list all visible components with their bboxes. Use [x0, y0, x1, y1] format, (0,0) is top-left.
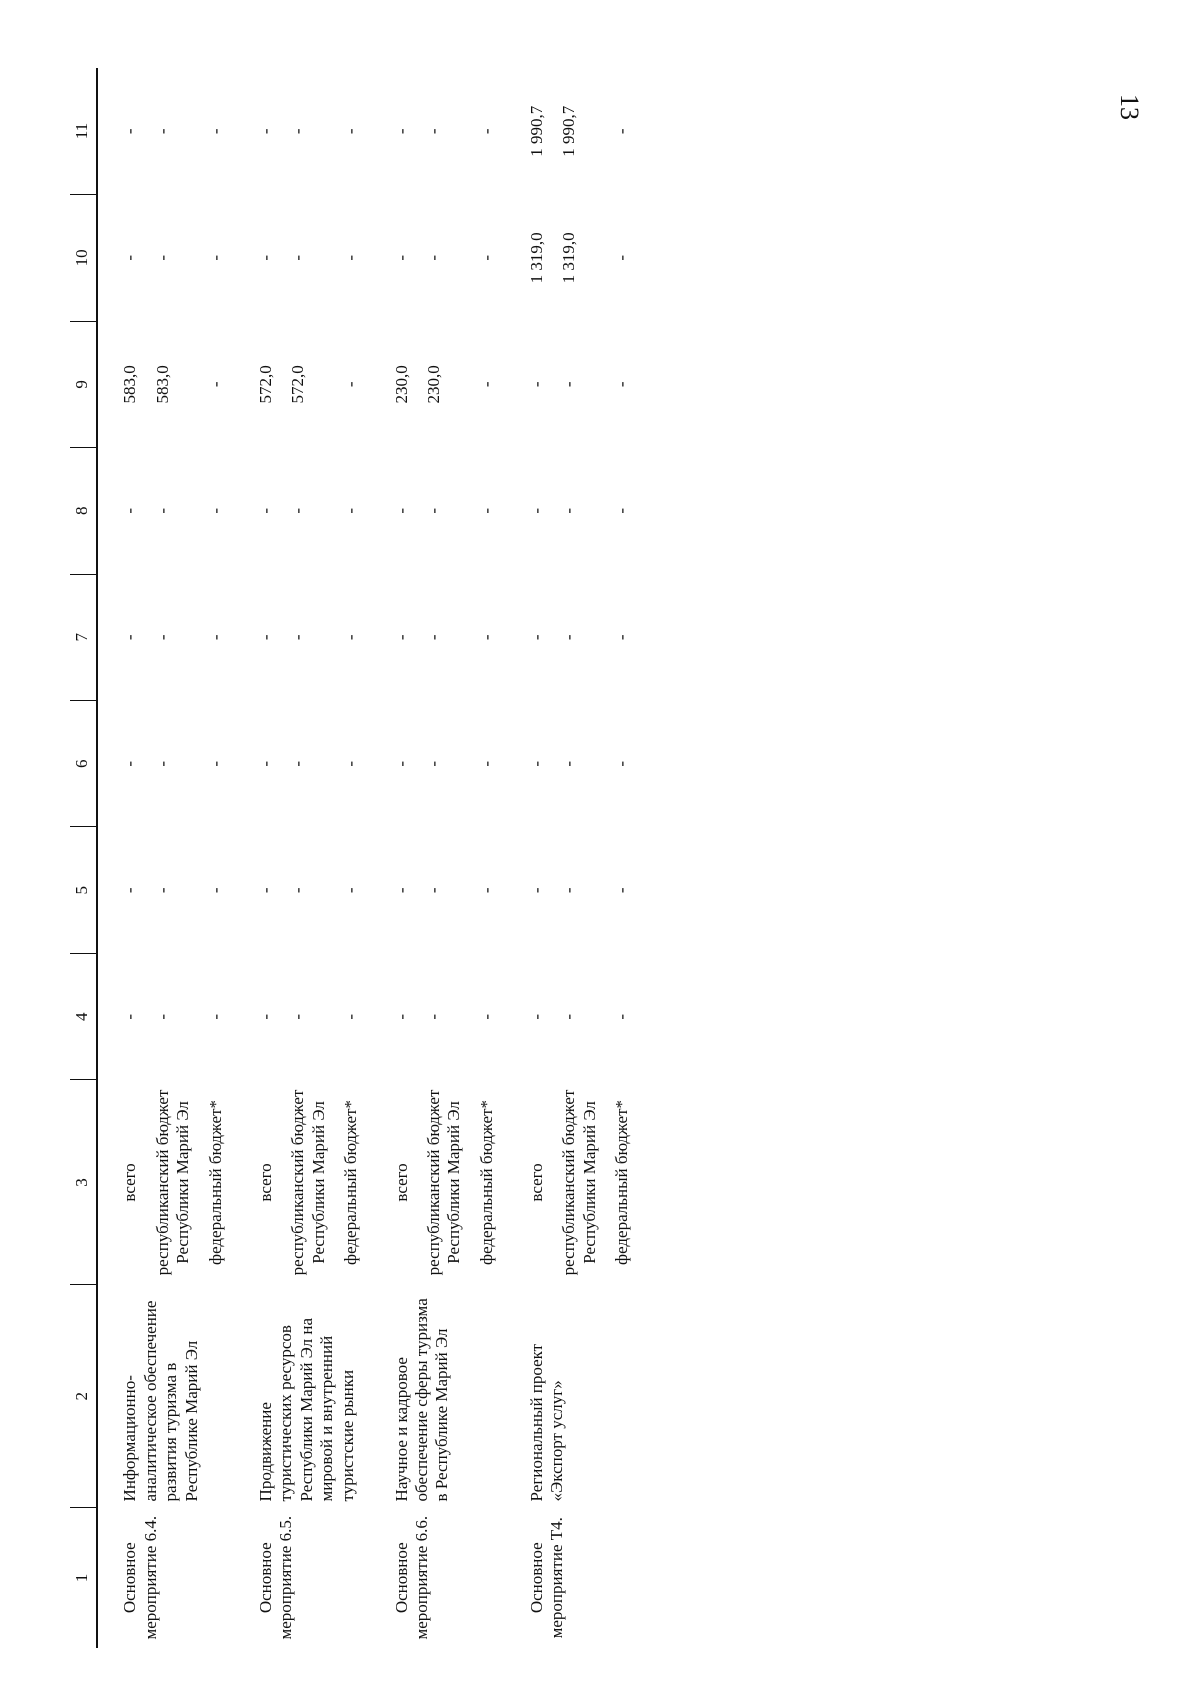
value-cell-col-11: -	[205, 128, 225, 135]
value-cell-col-9: 230,0	[423, 365, 443, 404]
value-cell-col-5: -	[341, 887, 361, 894]
value-cell-col-5: -	[527, 887, 547, 894]
value-cell-col-5: -	[288, 887, 308, 894]
value-cell-col-11: -	[423, 128, 443, 135]
funding-source-cell: республиканский бюджет Республики Марий Эл	[423, 1089, 464, 1276]
value-cell-col-8: -	[559, 507, 579, 514]
column-header-3: 3	[70, 1080, 97, 1285]
value-cell-col-11: -	[152, 128, 172, 135]
value-cell-col-4: -	[423, 1013, 443, 1020]
value-cell-col-8: -	[423, 507, 443, 514]
funding-source-cell: федеральный бюджет*	[612, 1099, 632, 1265]
value-cell-col-11: -	[341, 128, 361, 135]
value-cell-col-7: -	[527, 634, 547, 641]
funding-source-cell: всего	[391, 1163, 411, 1202]
value-cell-col-11: -	[255, 128, 275, 135]
value-cell-col-11: -	[120, 128, 140, 135]
value-cell-col-5: -	[559, 887, 579, 894]
value-cell-col-10: 1 319,0	[559, 232, 579, 284]
value-cell-col-8: -	[341, 507, 361, 514]
value-cell-col-10: -	[120, 254, 140, 261]
value-cell-col-6: -	[255, 760, 275, 767]
page-number: 13	[1115, 94, 1144, 120]
value-cell-col-8: -	[120, 507, 140, 514]
value-cell-col-6: -	[341, 760, 361, 767]
value-cell-col-7: -	[205, 634, 225, 641]
funding-source-cell: республиканский бюджет Республики Марий Эл	[559, 1089, 599, 1276]
value-cell-col-5: -	[391, 887, 411, 894]
event-name-cell: Региональный проект «Экспорт услуг»	[527, 1343, 567, 1502]
value-cell-col-8: -	[527, 507, 547, 514]
value-cell-col-5: -	[205, 887, 225, 894]
funding-source-cell: всего	[255, 1163, 275, 1202]
value-cell-col-6: -	[120, 760, 140, 767]
value-cell-col-10: -	[205, 254, 225, 261]
value-cell-col-6: -	[423, 760, 443, 767]
funding-source-cell: всего	[120, 1163, 140, 1202]
value-cell-col-11: 1 990,7	[527, 105, 547, 157]
value-cell-col-9: -	[559, 381, 579, 388]
value-cell-col-6: -	[288, 760, 308, 767]
value-cell-col-4: -	[391, 1013, 411, 1020]
value-cell-col-5: -	[255, 887, 275, 894]
value-cell-col-9: -	[205, 381, 225, 388]
value-cell-col-7: -	[288, 634, 308, 641]
event-name-cell: Продвижение туристических ресурсов Республики Марий Эл на мировой и внутренний туристские рынки	[255, 1317, 357, 1502]
value-cell-col-6: -	[476, 760, 496, 767]
value-cell-col-7: -	[120, 634, 140, 641]
value-cell-col-8: -	[205, 507, 225, 514]
value-cell-col-10: -	[255, 254, 275, 261]
funding-source-cell: республиканский бюджет Республики Марий Эл	[152, 1089, 193, 1276]
value-cell-col-7: -	[559, 634, 579, 641]
event-status-cell: Основное мероприятие Т4.	[527, 1517, 567, 1639]
value-cell-col-11: -	[391, 128, 411, 135]
value-cell-col-5: -	[120, 887, 140, 894]
value-cell-col-7: -	[476, 634, 496, 641]
value-cell-col-6: -	[559, 760, 579, 767]
value-cell-col-9: 572,0	[288, 365, 308, 404]
value-cell-col-4: -	[120, 1013, 140, 1020]
funding-table	[70, 68, 641, 1648]
value-cell-col-7: -	[255, 634, 275, 641]
value-cell-col-6: -	[391, 760, 411, 767]
event-status-cell: Основное мероприятие 6.5.	[255, 1515, 296, 1640]
column-header-2: 2	[70, 1285, 97, 1508]
value-cell-col-7: -	[423, 634, 443, 641]
value-cell-col-9: -	[612, 381, 632, 388]
value-cell-col-10: -	[152, 254, 172, 261]
funding-source-cell: всего	[527, 1163, 547, 1202]
value-cell-col-5: -	[476, 887, 496, 894]
event-name-cell: Научное и кадровое обеспечение сферы туризма в Республике Марий Эл	[391, 1298, 452, 1502]
event-status-cell: Основное мероприятие 6.4.	[120, 1515, 160, 1640]
value-cell-col-6: -	[205, 760, 225, 767]
value-cell-col-8: -	[476, 507, 496, 514]
table-row	[234, 68, 284, 1648]
value-cell-col-9: -	[341, 381, 361, 388]
funding-source-cell: республиканский бюджет Республики Марий Эл	[288, 1089, 328, 1276]
value-cell-col-4: -	[527, 1013, 547, 1020]
value-cell-col-4: -	[288, 1013, 308, 1020]
rotated-table-wrapper	[70, 68, 1090, 1648]
value-cell-col-4: -	[559, 1013, 579, 1020]
value-cell-col-7: -	[341, 634, 361, 641]
column-header-7: 7	[70, 574, 97, 700]
value-cell-col-4: -	[341, 1013, 361, 1020]
value-cell-col-4: -	[476, 1013, 496, 1020]
value-cell-col-11: -	[612, 128, 632, 135]
table-header	[70, 68, 97, 1648]
value-cell-col-4: -	[205, 1013, 225, 1020]
value-cell-col-4: -	[152, 1013, 172, 1020]
column-header-1: 1	[70, 1507, 97, 1648]
table-body	[97, 68, 640, 1648]
value-cell-col-6: -	[612, 760, 632, 767]
value-cell-col-8: -	[391, 507, 411, 514]
value-cell-col-7: -	[391, 634, 411, 641]
value-cell-col-10: -	[341, 254, 361, 261]
value-cell-col-5: -	[152, 887, 172, 894]
value-cell-col-9: 572,0	[255, 365, 275, 404]
value-cell-col-5: -	[423, 887, 443, 894]
event-status-cell: Основное мероприятие 6.6.	[391, 1515, 431, 1640]
value-cell-col-10: -	[391, 254, 411, 261]
value-cell-col-9: 230,0	[391, 365, 411, 404]
value-cell-col-10: -	[476, 254, 496, 261]
column-header-11: 11	[70, 68, 97, 195]
column-header-4: 4	[70, 953, 97, 1079]
column-header-6: 6	[70, 701, 97, 827]
value-cell-col-7: -	[612, 634, 632, 641]
value-cell-col-10: -	[288, 254, 308, 261]
event-name-cell: Информационно-аналитическое обеспечение развития туризма в Республике Марий Эл	[120, 1300, 201, 1502]
value-cell-col-8: -	[612, 507, 632, 514]
value-cell-col-10: 1 319,0	[527, 232, 547, 284]
column-header-9: 9	[70, 321, 97, 447]
value-cell-col-4: -	[255, 1013, 275, 1020]
value-cell-col-9: 583,0	[152, 365, 172, 404]
funding-source-cell: федеральный бюджет*	[205, 1099, 225, 1265]
table-row	[505, 68, 555, 1648]
column-header-10: 10	[70, 195, 97, 321]
value-cell-col-6: -	[527, 760, 547, 767]
value-cell-col-7: -	[152, 634, 172, 641]
column-header-5: 5	[70, 827, 97, 953]
value-cell-col-11: -	[288, 128, 308, 135]
value-cell-col-9: 583,0	[120, 365, 140, 404]
value-cell-col-4: -	[612, 1013, 632, 1020]
funding-source-cell: федеральный бюджет*	[476, 1099, 496, 1265]
table-row	[97, 68, 148, 1648]
table-row	[370, 68, 420, 1648]
funding-source-cell: федеральный бюджет*	[341, 1099, 361, 1265]
column-header-8: 8	[70, 448, 97, 574]
value-cell-col-10: -	[612, 254, 632, 261]
value-cell-col-8: -	[288, 507, 308, 514]
value-cell-col-11: 1 990,7	[559, 105, 579, 157]
value-cell-col-9: -	[527, 381, 547, 388]
value-cell-col-10: -	[423, 254, 443, 261]
value-cell-col-8: -	[152, 507, 172, 514]
value-cell-col-9: -	[476, 381, 496, 388]
value-cell-col-8: -	[255, 507, 275, 514]
value-cell-col-11: -	[476, 128, 496, 135]
value-cell-col-6: -	[152, 760, 172, 767]
value-cell-col-5: -	[612, 887, 632, 894]
